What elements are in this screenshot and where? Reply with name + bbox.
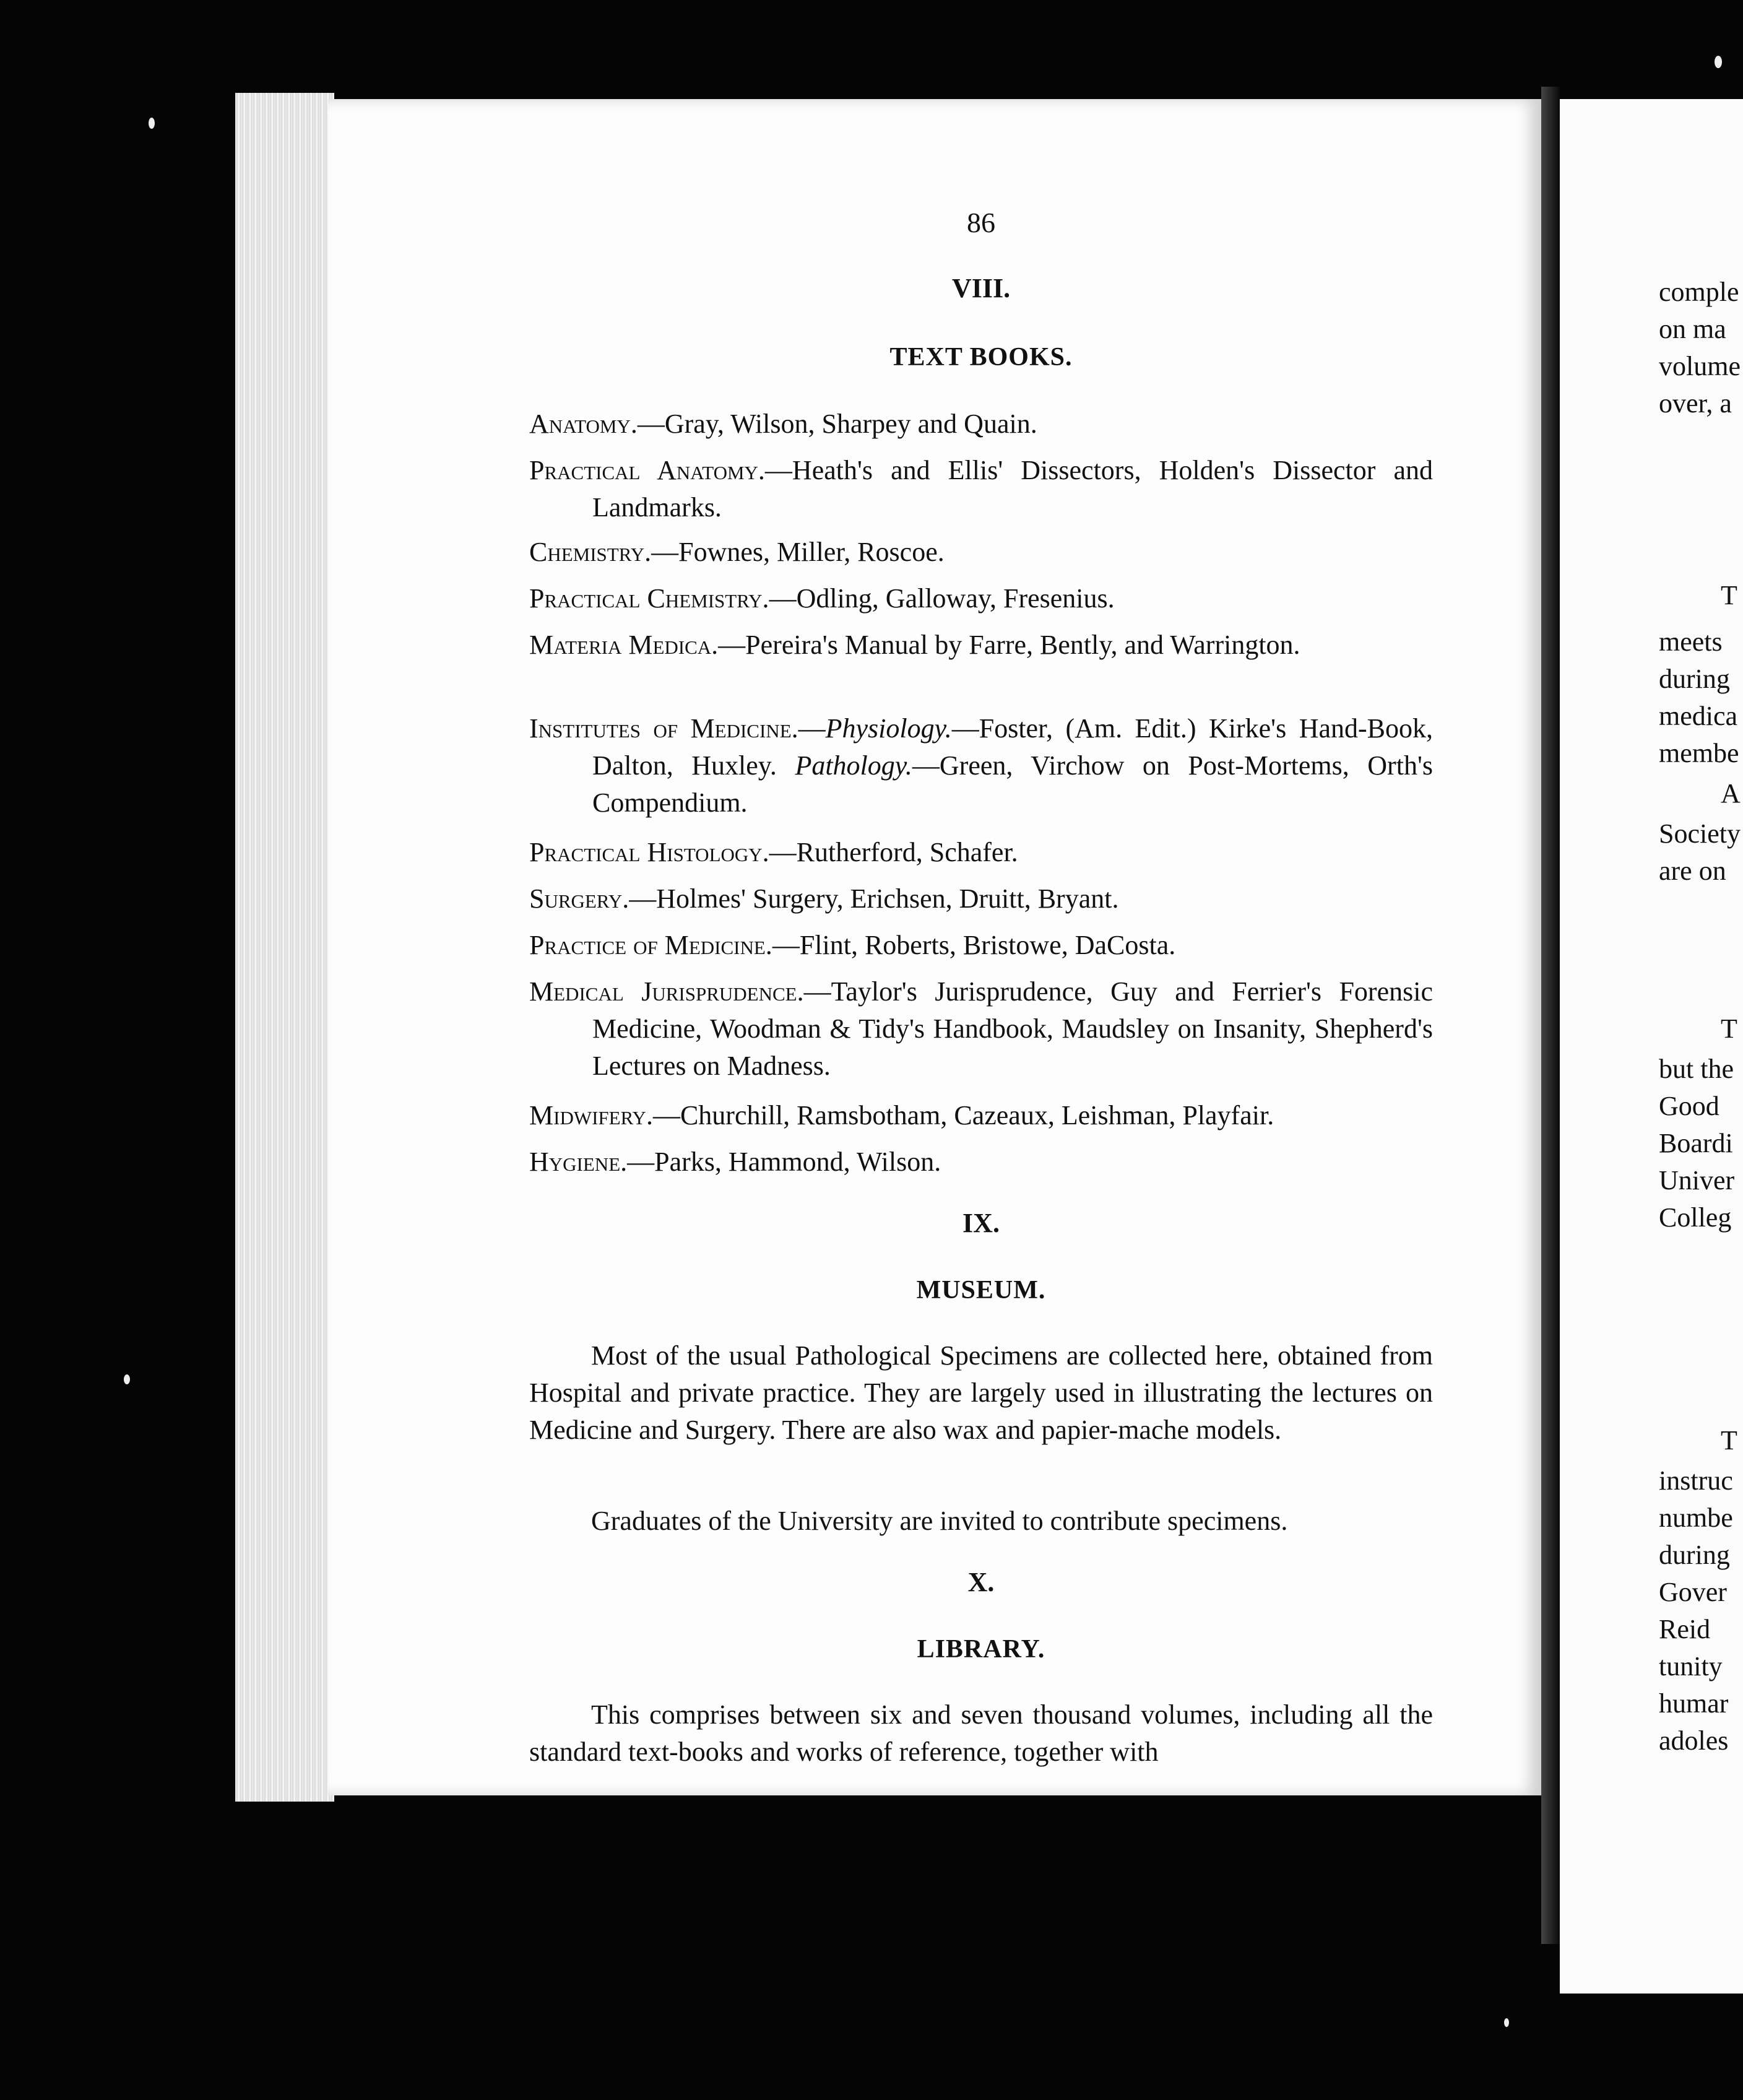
section-heading: TEXT BOOKS. (889, 343, 1073, 371)
paragraph: Most of the usual Pathological Specimens are collected here, obtained from Hospital and private practice. They are largely used in illustrating the lectures on Medicine and Surgery. There are also wax and papier-mache models. (529, 1340, 1433, 1445)
right-page-line: adoles (1659, 1725, 1729, 1756)
entry-text: —Taylor's Jurisprudence, Guy and Ferrier's Forensic Medicine, Woodman & Tidy's Handbook, Maudsley on Insanity, Shepherd's Lectures on Madness. (592, 976, 1433, 1081)
right-page-line: Society (1659, 818, 1741, 849)
page-edges (235, 93, 334, 1802)
textbook-entry (529, 927, 1433, 964)
entry-term: Hygiene. (529, 1147, 628, 1177)
entry-text: — (798, 713, 826, 744)
entry-term: Medical Jurisprudence. (529, 976, 804, 1007)
entry-term: Practice of Medicine. (529, 930, 772, 960)
right-page (1560, 99, 1743, 1994)
section-heading: LIBRARY. (917, 1635, 1045, 1664)
textbook-entry (529, 973, 1433, 1085)
entry-term: Institutes of Medicine. (529, 713, 798, 744)
entry-text: —Green, Virchow on Post-Mortems, Orth's Compendium. (592, 750, 1433, 818)
right-page-line: T (1721, 1013, 1737, 1044)
right-page-line: medica (1659, 701, 1738, 731)
right-page-line: Univer (1659, 1165, 1735, 1195)
right-page-line: but the (1659, 1054, 1734, 1084)
entry-term: Midwifery. (529, 1100, 653, 1130)
entry-term: Anatomy. (529, 409, 638, 439)
entry-term: Chemistry. (529, 537, 652, 567)
entry-term: Practical Chemistry. (529, 583, 769, 614)
entry-text: —Rutherford, Schafer. (769, 837, 1018, 867)
right-page-line: T (1721, 1425, 1737, 1456)
entry-term: Materia Medica. (529, 630, 719, 660)
entry-term: Surgery. (529, 883, 629, 914)
page-number: 86 (967, 207, 995, 238)
section-heading: MUSEUM. (916, 1276, 1046, 1304)
textbook-entry (529, 710, 1433, 822)
entry-text: —Flint, Roberts, Bristowe, DaCosta. (772, 930, 1176, 960)
entry-text: —Churchill, Ramsbotham, Cazeaux, Leishman, Playfair. (652, 1100, 1274, 1130)
right-page-line: during (1659, 664, 1730, 694)
scan-speck (124, 1374, 130, 1384)
paragraph: This comprises between six and seven thousand volumes, including all the standard text-books and works of reference, together with (529, 1699, 1433, 1767)
entry-text: —Foster, (Am. Edit.) Kirke's Hand-Book, Dalton, Huxley. (592, 713, 1434, 781)
entry-text: —Pereira's Manual by Farre, Bently, and Warrington. (718, 630, 1300, 660)
section-numeral: IX. (962, 1208, 1000, 1238)
textbook-entry (529, 880, 1433, 918)
section-numeral: X. (967, 1567, 995, 1597)
section-numeral: VIII. (951, 273, 1011, 303)
right-page-line: Colleg (1659, 1202, 1732, 1233)
right-page-line: are on (1659, 856, 1726, 886)
page-text (529, 0, 1433, 2100)
right-page-line: Good (1659, 1091, 1719, 1121)
entry-text: —Holmes' Surgery, Erichsen, Druitt, Bryant. (629, 883, 1119, 914)
right-page-line: A (1721, 778, 1741, 809)
entry-text: —Heath's and Ellis' Dissectors, Holden's Dissector and Landmarks. (592, 455, 1433, 523)
right-page-line: humar (1659, 1688, 1729, 1719)
scan-speck (1504, 2018, 1509, 2027)
entry-text: —Fownes, Miller, Roscoe. (651, 537, 945, 567)
right-page-line: instruc (1659, 1465, 1733, 1496)
book-gutter (1541, 87, 1560, 1944)
scan-speck (149, 118, 155, 129)
right-page-line: volume (1659, 351, 1741, 381)
right-page-line: on ma (1659, 314, 1726, 344)
textbook-entry (529, 1143, 1433, 1181)
textbook-entry (529, 834, 1433, 871)
entry-text: —Gray, Wilson, Sharpey and Quain. (637, 409, 1037, 439)
right-page-line: tunity (1659, 1651, 1723, 1681)
textbook-entry (529, 580, 1433, 617)
entry-subject-italic: Physiology. (825, 713, 952, 744)
entry-subject-italic: Pathology. (795, 750, 912, 781)
paragraph: Graduates of the University are invited to contribute specimens. (591, 1506, 1288, 1536)
entry-term: Practical Histology. (529, 837, 769, 867)
right-page-line: Boardi (1659, 1128, 1733, 1158)
right-page-line: during (1659, 1540, 1730, 1570)
textbook-entry (529, 534, 1433, 571)
right-page-line: numbe (1659, 1503, 1733, 1533)
entry-term: Practical Anatomy. (529, 455, 765, 485)
right-page-line: T (1721, 580, 1737, 610)
textbook-entry (529, 1097, 1433, 1134)
entry-text: —Parks, Hammond, Wilson. (627, 1147, 941, 1177)
right-page-line: over, a (1659, 388, 1732, 419)
textbook-entry (529, 627, 1433, 664)
textbook-entry (529, 406, 1433, 443)
scan-speck (1715, 56, 1722, 68)
right-page-line: comple (1659, 277, 1739, 307)
right-page-line: meets (1659, 627, 1723, 657)
right-page-line: membe (1659, 738, 1739, 768)
entry-text: —Odling, Galloway, Fresenius. (769, 583, 1115, 614)
textbook-entry (529, 452, 1433, 526)
right-page-line: Gover (1659, 1577, 1727, 1607)
right-page-line: Reid (1659, 1614, 1711, 1644)
